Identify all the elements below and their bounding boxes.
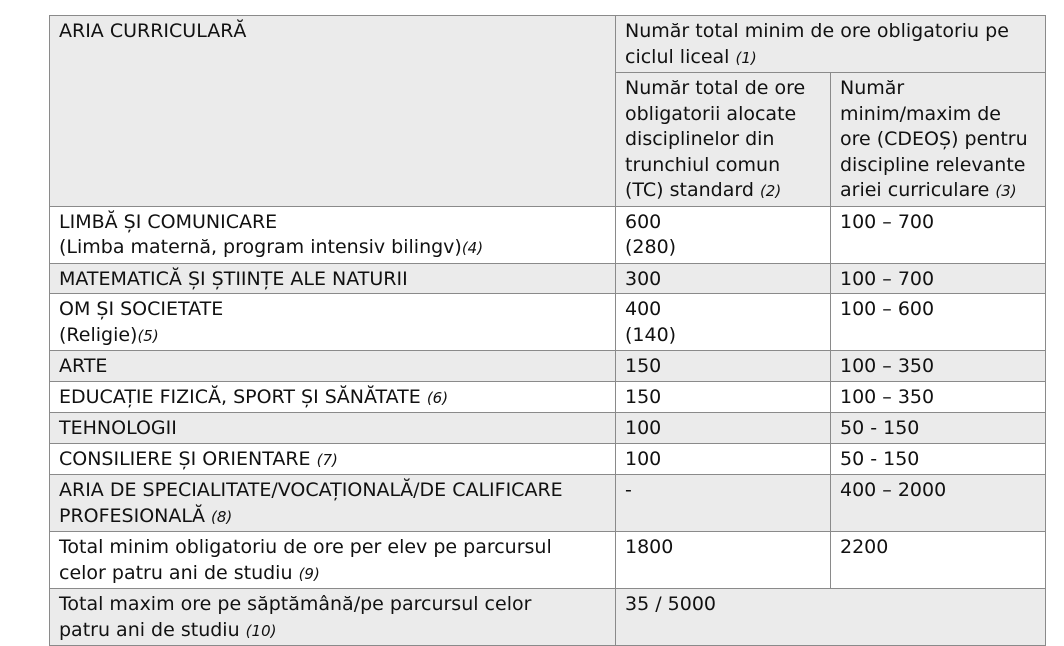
row-cdeos: [831, 475, 1046, 532]
row-area-sub: celor patru ani de studiu: [59, 561, 293, 584]
row-area-label: TEHNOLOGII: [59, 417, 177, 439]
row-tc: [616, 206, 831, 263]
row-area-label: Total maxim ore pe săptămână/pe parcursul celor: [59, 593, 532, 615]
table-row: [50, 532, 1046, 589]
header-tc-last: (TC) standard: [625, 179, 754, 201]
row-cdeos: [831, 351, 1046, 382]
header-area-label: ARIA CURRICULARĂ: [59, 20, 247, 42]
header-cdeos: [831, 73, 1046, 207]
row-total-max-label: 35 / 5000: [625, 593, 717, 615]
row-note: (10): [245, 621, 277, 640]
row-note: (4): [461, 239, 484, 257]
header-total-line1: Număr total minim de ore obligatoriu pe: [625, 20, 1009, 42]
row-tc-value: 100: [625, 447, 662, 470]
row-cdeos-value: 100 – 350: [840, 385, 935, 408]
row-cdeos: [831, 294, 1046, 351]
header-cdeos-line: discipline relevante: [840, 153, 1026, 176]
row-cdeos: [831, 263, 1046, 294]
table-row: [50, 294, 1046, 351]
table-row: [50, 351, 1046, 382]
row-area: [50, 263, 616, 294]
header-tc-line: trunchiul comun: [625, 153, 781, 176]
row-area-label: OM ȘI SOCIETATE: [59, 298, 224, 320]
row-area-label: Total minim obligatoriu de ore per elev pe parcursul: [59, 536, 552, 558]
row-tc: [616, 263, 831, 294]
row-tc: [616, 351, 831, 382]
row-tc-value: 400: [625, 298, 662, 320]
header-tc-line: obligatorii alocate: [625, 102, 797, 125]
table-row: [50, 263, 1046, 294]
header-cdeos-line: minim/maxim de: [840, 102, 1001, 125]
row-area-sub: PROFESIONALĂ: [59, 504, 205, 527]
row-cdeos-value: 50 - 150: [840, 447, 920, 470]
row-cdeos-value: 100 – 350: [840, 355, 935, 377]
row-area: [50, 206, 616, 263]
row-cdeos-value: 100 – 600: [840, 298, 935, 320]
table-row: [50, 381, 1046, 413]
table-row: [50, 413, 1046, 444]
row-tc-value: 300: [625, 267, 662, 290]
table-header-row: [50, 16, 1046, 73]
header-tc-line: Număr total de ore: [625, 77, 806, 99]
row-tc-value: 1800: [625, 536, 674, 558]
header-tc: [616, 73, 831, 207]
row-area-label: ARTE: [59, 355, 108, 377]
row-area-label: MATEMATICĂ ȘI ȘTIINȚE ALE NATURII: [59, 267, 408, 290]
header-total-line2: ciclul liceal: [625, 45, 730, 68]
row-tc: [616, 532, 831, 589]
row-area: [50, 443, 616, 475]
table-row: [50, 443, 1046, 475]
row-cdeos-value: 2200: [840, 536, 889, 558]
row-cdeos: [831, 206, 1046, 263]
row-note: (5): [137, 326, 159, 345]
row-tc: [616, 294, 831, 351]
row-area: [50, 351, 616, 382]
row-tc-value: 600: [625, 210, 662, 233]
row-area: [50, 294, 616, 351]
row-tc-value: 100: [625, 417, 662, 439]
header-tc-line: disciplinelor din: [625, 128, 775, 150]
row-tc-value: 150: [625, 355, 662, 377]
row-tc-sub: (140): [625, 323, 677, 346]
header-total: [616, 16, 1046, 73]
row-cdeos-value: 50 - 150: [840, 417, 920, 439]
row-cdeos: [831, 443, 1046, 475]
table-row: [50, 206, 1046, 263]
row-tc: [616, 381, 831, 413]
row-note: (8): [211, 507, 233, 526]
header-tc-note: (2): [759, 182, 782, 200]
row-area: [50, 589, 616, 646]
row-note: (6): [426, 388, 449, 407]
row-area-sub: patru ani de studiu: [59, 618, 240, 641]
row-cdeos-value: 400 – 2000: [840, 479, 947, 501]
row-tc-sub: (280): [625, 236, 677, 258]
row-note: (7): [316, 450, 338, 469]
row-area-label: EDUCAȚIE FIZICĂ, SPORT ȘI SĂNĂTATE: [59, 385, 421, 408]
header-cdeos-note: (3): [995, 182, 1017, 200]
curriculum-table: [49, 15, 1046, 646]
table-row-total-max: [50, 589, 1046, 646]
row-cdeos: [831, 532, 1046, 589]
row-tc: [616, 413, 831, 444]
row-tc: [616, 443, 831, 475]
table-row: [50, 475, 1046, 532]
row-area: [50, 381, 616, 413]
row-cdeos: [831, 381, 1046, 413]
row-area: [50, 413, 616, 444]
row-area: [50, 532, 616, 589]
row-area: [50, 475, 616, 532]
row-cdeos: [831, 413, 1046, 444]
header-total-note: (1): [735, 48, 757, 67]
row-area-sub: (Religie): [59, 323, 138, 346]
header-cdeos-line: Număr: [840, 77, 905, 99]
header-cdeos-last: ariei curriculare: [840, 179, 990, 201]
row-tc-value: -: [625, 479, 632, 501]
header-cdeos-line: ore (CDEOȘ) pentru: [840, 128, 1028, 150]
row-total-max-value: [616, 589, 1046, 646]
row-area-label: LIMBĂ ȘI COMUNICARE: [59, 210, 278, 233]
row-cdeos-value: 100 – 700: [840, 267, 935, 290]
row-tc: [616, 475, 831, 532]
row-tc-value: 150: [625, 385, 662, 408]
row-area-label: CONSILIERE ȘI ORIENTARE: [59, 447, 311, 470]
row-area-label: ARIA DE SPECIALITATE/VOCAȚIONALĂ/DE CALIFICARE: [59, 479, 563, 501]
row-cdeos-value: 100 – 700: [840, 210, 935, 233]
header-area: [50, 16, 616, 207]
row-area-sub: (Limba maternă, program intensiv bilingv): [59, 236, 462, 258]
row-note: (9): [298, 564, 320, 583]
